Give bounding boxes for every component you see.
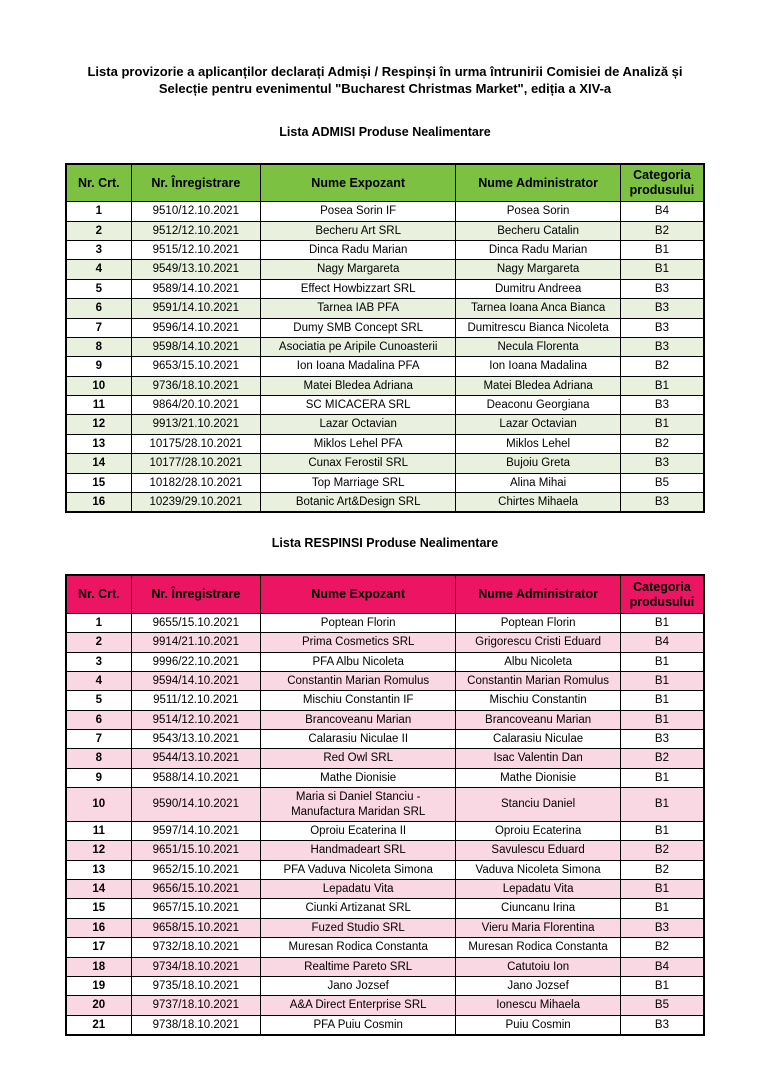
cell-nr-inregistrare: 9655/15.10.2021 xyxy=(131,613,261,632)
cell-nume-expozant: Calarasiu Niculae II xyxy=(261,730,456,749)
table-row xyxy=(66,652,704,671)
cell-nr-crt: 4 xyxy=(66,260,131,279)
table-row xyxy=(66,221,704,240)
table-row xyxy=(66,202,704,221)
cell-categoria-produsului: B1 xyxy=(620,241,704,260)
cell-categoria-produsului: B3 xyxy=(620,454,704,473)
column-header-nume-expozant: Nume Expozant xyxy=(261,164,456,202)
cell-nr-crt: 15 xyxy=(66,473,131,492)
cell-nume-administrator: Mathe Dionisie xyxy=(456,768,621,787)
cell-nume-administrator: Ionescu Mihaela xyxy=(456,996,621,1015)
page-title: Lista provizorie a aplicanților declarați Admiși / Respinși în urma întrunirii Comisiei de Analiză și Selecție pentru evenimentul "Bucharest Christmas Market", ediția a XIV-a xyxy=(87,64,683,96)
cell-nr-inregistrare: 9596/14.10.2021 xyxy=(131,318,261,337)
cell-categoria-produsului: B2 xyxy=(620,221,704,240)
cell-nr-crt: 17 xyxy=(66,938,131,957)
cell-nume-administrator: Posea Sorin xyxy=(456,202,621,221)
cell-categoria-produsului: B3 xyxy=(620,730,704,749)
cell-nume-expozant: Prima Cosmetics SRL xyxy=(261,633,456,652)
cell-nr-inregistrare: 9544/13.10.2021 xyxy=(131,749,261,768)
cell-nr-crt: 2 xyxy=(66,633,131,652)
cell-nume-expozant: Lepadatu Vita xyxy=(261,880,456,899)
table-row xyxy=(66,415,704,434)
table-row xyxy=(66,1015,704,1035)
cell-nr-inregistrare: 9651/15.10.2021 xyxy=(131,841,261,860)
respinsi-section-heading: Lista RESPINSI Produse Nealimentare xyxy=(271,536,499,551)
cell-categoria-produsului: B2 xyxy=(620,749,704,768)
cell-nr-crt: 3 xyxy=(66,241,131,260)
column-header-categoria-produsului: Categoria produsului xyxy=(620,575,704,613)
cell-categoria-produsului: B1 xyxy=(620,768,704,787)
table-row xyxy=(66,337,704,356)
cell-categoria-produsului: B2 xyxy=(620,434,704,453)
cell-nr-inregistrare: 9913/21.10.2021 xyxy=(131,415,261,434)
cell-nume-administrator: Ion Ioana Madalina xyxy=(456,357,621,376)
respinsi-table-body xyxy=(66,613,704,1035)
cell-nume-expozant: Fuzed Studio SRL xyxy=(261,918,456,937)
cell-nume-administrator: Grigorescu Cristi Eduard xyxy=(456,633,621,652)
cell-nr-crt: 13 xyxy=(66,860,131,879)
cell-nume-administrator: Dumitrescu Bianca Nicoleta xyxy=(456,318,621,337)
table-row xyxy=(66,957,704,976)
cell-categoria-produsului: B3 xyxy=(620,318,704,337)
column-header-nr-crt: Nr. Crt. xyxy=(66,575,131,613)
cell-nr-crt: 12 xyxy=(66,841,131,860)
cell-categoria-produsului: B1 xyxy=(620,671,704,690)
admisi-table-body xyxy=(66,202,704,513)
cell-nume-expozant: Becheru Art SRL xyxy=(261,221,456,240)
cell-nume-expozant: PFA Albu Nicoleta xyxy=(261,652,456,671)
cell-nume-administrator: Nagy Margareta xyxy=(456,260,621,279)
table-row xyxy=(66,730,704,749)
cell-categoria-produsului: B3 xyxy=(620,396,704,415)
cell-nr-inregistrare: 9591/14.10.2021 xyxy=(131,299,261,318)
cell-nr-inregistrare: 10239/29.10.2021 xyxy=(131,492,261,512)
cell-nr-inregistrare: 9656/15.10.2021 xyxy=(131,880,261,899)
table-row xyxy=(66,768,704,787)
header-row xyxy=(66,575,704,613)
cell-nume-expozant: Top Marriage SRL xyxy=(261,473,456,492)
cell-nume-expozant: Red Owl SRL xyxy=(261,749,456,768)
cell-categoria-produsului: B3 xyxy=(620,279,704,298)
cell-nr-inregistrare: 9590/14.10.2021 xyxy=(131,788,261,822)
cell-nume-expozant: Effect Howbizzart SRL xyxy=(261,279,456,298)
cell-categoria-produsului: B1 xyxy=(620,880,704,899)
cell-nume-expozant: PFA Vaduva Nicoleta Simona xyxy=(261,860,456,879)
cell-nume-administrator: Savulescu Eduard xyxy=(456,841,621,860)
table-row xyxy=(66,279,704,298)
cell-nr-inregistrare: 9515/12.10.2021 xyxy=(131,241,261,260)
cell-nr-inregistrare: 9549/13.10.2021 xyxy=(131,260,261,279)
cell-nume-administrator: Alina Mihai xyxy=(456,473,621,492)
cell-nume-expozant: Poptean Florin xyxy=(261,613,456,632)
admisi-section-heading: Lista ADMISI Produse Nealimentare xyxy=(279,124,491,139)
cell-nume-administrator: Jano Jozsef xyxy=(456,976,621,995)
table-row xyxy=(66,918,704,937)
cell-nr-crt: 15 xyxy=(66,899,131,918)
table-row xyxy=(66,899,704,918)
cell-nume-administrator: Mischiu Constantin xyxy=(456,691,621,710)
table-row xyxy=(66,396,704,415)
cell-nume-administrator: Chirtes Mihaela xyxy=(456,492,621,512)
cell-nr-crt: 2 xyxy=(66,221,131,240)
cell-nr-inregistrare: 9510/12.10.2021 xyxy=(131,202,261,221)
column-header-categoria-produsului: Categoria produsului xyxy=(620,164,704,202)
cell-categoria-produsului: B1 xyxy=(620,710,704,729)
cell-nr-crt: 3 xyxy=(66,652,131,671)
cell-nr-inregistrare: 9652/15.10.2021 xyxy=(131,860,261,879)
cell-nr-inregistrare: 9734/18.10.2021 xyxy=(131,957,261,976)
cell-nr-crt: 18 xyxy=(66,957,131,976)
header-row xyxy=(66,164,704,202)
cell-nume-expozant: Nagy Margareta xyxy=(261,260,456,279)
cell-categoria-produsului: B1 xyxy=(620,260,704,279)
cell-nr-crt: 14 xyxy=(66,454,131,473)
cell-nr-crt: 19 xyxy=(66,976,131,995)
table-row xyxy=(66,260,704,279)
cell-categoria-produsului: B1 xyxy=(620,899,704,918)
cell-nr-crt: 11 xyxy=(66,396,131,415)
table-row xyxy=(66,241,704,260)
cell-nr-crt: 1 xyxy=(66,202,131,221)
table-row xyxy=(66,821,704,840)
cell-nr-inregistrare: 9657/15.10.2021 xyxy=(131,899,261,918)
cell-categoria-produsului: B2 xyxy=(620,357,704,376)
table-row xyxy=(66,691,704,710)
cell-nume-expozant: Tarnea IAB PFA xyxy=(261,299,456,318)
table-row xyxy=(66,841,704,860)
cell-categoria-produsului: B3 xyxy=(620,1015,704,1035)
cell-nume-administrator: Brancoveanu Marian xyxy=(456,710,621,729)
cell-nume-expozant: Muresan Rodica Constanta xyxy=(261,938,456,957)
cell-nume-administrator: Muresan Rodica Constanta xyxy=(456,938,621,957)
cell-nr-inregistrare: 9732/18.10.2021 xyxy=(131,938,261,957)
cell-nr-crt: 8 xyxy=(66,337,131,356)
table-row xyxy=(66,613,704,632)
cell-nume-expozant: Realtime Pareto SRL xyxy=(261,957,456,976)
cell-nr-crt: 6 xyxy=(66,710,131,729)
cell-nr-crt: 9 xyxy=(66,357,131,376)
cell-nume-expozant: Constantin Marian Romulus xyxy=(261,671,456,690)
table-row xyxy=(66,788,704,822)
cell-nr-inregistrare: 9738/18.10.2021 xyxy=(131,1015,261,1035)
cell-nume-administrator: Vaduva Nicoleta Simona xyxy=(456,860,621,879)
table-row xyxy=(66,996,704,1015)
cell-nume-administrator: Matei Bledea Adriana xyxy=(456,376,621,395)
table-row xyxy=(66,357,704,376)
cell-categoria-produsului: B3 xyxy=(620,918,704,937)
cell-categoria-produsului: B4 xyxy=(620,633,704,652)
cell-nume-administrator: Deaconu Georgiana xyxy=(456,396,621,415)
table-row xyxy=(66,299,704,318)
cell-nr-inregistrare: 9511/12.10.2021 xyxy=(131,691,261,710)
cell-nume-expozant: Posea Sorin IF xyxy=(261,202,456,221)
column-header-nr-inregistrare: Nr. Înregistrare xyxy=(131,575,261,613)
cell-nr-inregistrare: 9514/12.10.2021 xyxy=(131,710,261,729)
table-row xyxy=(66,860,704,879)
cell-nume-administrator: Dinca Radu Marian xyxy=(456,241,621,260)
cell-nume-administrator: Bujoiu Greta xyxy=(456,454,621,473)
cell-categoria-produsului: B1 xyxy=(620,976,704,995)
cell-categoria-produsului: B1 xyxy=(620,821,704,840)
cell-nume-expozant: Maria si Daniel Stanciu - Manufactura Maridan SRL xyxy=(261,788,456,822)
cell-nume-administrator: Lepadatu Vita xyxy=(456,880,621,899)
cell-nr-inregistrare: 9996/22.10.2021 xyxy=(131,652,261,671)
cell-nr-inregistrare: 9735/18.10.2021 xyxy=(131,976,261,995)
cell-nume-expozant: Handmadeart SRL xyxy=(261,841,456,860)
cell-categoria-produsului: B1 xyxy=(620,415,704,434)
cell-nr-inregistrare: 9658/15.10.2021 xyxy=(131,918,261,937)
cell-nr-inregistrare: 9594/14.10.2021 xyxy=(131,671,261,690)
cell-nume-administrator: Miklos Lehel xyxy=(456,434,621,453)
cell-nume-administrator: Puiu Cosmin xyxy=(456,1015,621,1035)
cell-nume-expozant: Mischiu Constantin IF xyxy=(261,691,456,710)
cell-nr-crt: 7 xyxy=(66,318,131,337)
cell-categoria-produsului: B3 xyxy=(620,492,704,512)
table-row xyxy=(66,473,704,492)
cell-nume-administrator: Isac Valentin Dan xyxy=(456,749,621,768)
cell-nr-inregistrare: 10182/28.10.2021 xyxy=(131,473,261,492)
table-row xyxy=(66,492,704,512)
cell-categoria-produsului: B1 xyxy=(620,788,704,822)
table-row xyxy=(66,710,704,729)
cell-nr-crt: 20 xyxy=(66,996,131,1015)
column-header-nume-expozant: Nume Expozant xyxy=(261,575,456,613)
column-header-nume-administrator: Nume Administrator xyxy=(456,164,621,202)
cell-nr-crt: 5 xyxy=(66,279,131,298)
cell-nr-inregistrare: 9597/14.10.2021 xyxy=(131,821,261,840)
cell-nume-administrator: Becheru Catalin xyxy=(456,221,621,240)
table-row xyxy=(66,749,704,768)
cell-categoria-produsului: B3 xyxy=(620,299,704,318)
column-header-nr-inregistrare: Nr. Înregistrare xyxy=(131,164,261,202)
cell-categoria-produsului: B2 xyxy=(620,860,704,879)
column-header-nr-crt: Nr. Crt. xyxy=(66,164,131,202)
cell-nr-inregistrare: 10175/28.10.2021 xyxy=(131,434,261,453)
cell-nr-crt: 10 xyxy=(66,376,131,395)
cell-nume-expozant: Oproiu Ecaterina II xyxy=(261,821,456,840)
cell-nume-expozant: Miklos Lehel PFA xyxy=(261,434,456,453)
cell-nume-administrator: Constantin Marian Romulus xyxy=(456,671,621,690)
cell-nr-crt: 7 xyxy=(66,730,131,749)
column-header-nume-administrator: Nume Administrator xyxy=(456,575,621,613)
cell-categoria-produsului: B1 xyxy=(620,691,704,710)
cell-nume-administrator: Necula Florenta xyxy=(456,337,621,356)
cell-nr-crt: 16 xyxy=(66,918,131,937)
cell-nr-crt: 10 xyxy=(66,788,131,822)
cell-nume-expozant: Jano Jozsef xyxy=(261,976,456,995)
cell-nr-crt: 1 xyxy=(66,613,131,632)
cell-nr-crt: 4 xyxy=(66,671,131,690)
table-row xyxy=(66,880,704,899)
cell-nr-crt: 9 xyxy=(66,768,131,787)
cell-categoria-produsului: B2 xyxy=(620,938,704,957)
cell-nume-expozant: Matei Bledea Adriana xyxy=(261,376,456,395)
admisi-table-header xyxy=(66,164,704,202)
respinsi-table xyxy=(65,574,705,1036)
cell-categoria-produsului: B1 xyxy=(620,652,704,671)
cell-categoria-produsului: B4 xyxy=(620,202,704,221)
cell-nume-administrator: Catutoiu Ion xyxy=(456,957,621,976)
cell-nume-expozant: SC MICACERA SRL xyxy=(261,396,456,415)
cell-nr-inregistrare: 9588/14.10.2021 xyxy=(131,768,261,787)
cell-nr-inregistrare: 9737/18.10.2021 xyxy=(131,996,261,1015)
cell-nume-expozant: A&A Direct Enterprise SRL xyxy=(261,996,456,1015)
cell-categoria-produsului: B4 xyxy=(620,957,704,976)
table-row xyxy=(66,976,704,995)
cell-nr-inregistrare: 9864/20.10.2021 xyxy=(131,396,261,415)
table-row xyxy=(66,938,704,957)
cell-nr-crt: 14 xyxy=(66,880,131,899)
table-row xyxy=(66,434,704,453)
admisi-table xyxy=(65,163,705,514)
cell-nr-inregistrare: 9543/13.10.2021 xyxy=(131,730,261,749)
cell-nume-administrator: Stanciu Daniel xyxy=(456,788,621,822)
cell-nr-crt: 11 xyxy=(66,821,131,840)
cell-nume-expozant: Dumy SMB Concept SRL xyxy=(261,318,456,337)
cell-nr-crt: 6 xyxy=(66,299,131,318)
cell-categoria-produsului: B5 xyxy=(620,473,704,492)
cell-nr-crt: 16 xyxy=(66,492,131,512)
cell-nr-crt: 13 xyxy=(66,434,131,453)
cell-nr-inregistrare: 9512/12.10.2021 xyxy=(131,221,261,240)
cell-nume-expozant: Ion Ioana Madalina PFA xyxy=(261,357,456,376)
table-row xyxy=(66,454,704,473)
cell-nume-administrator: Calarasiu Niculae xyxy=(456,730,621,749)
cell-nume-administrator: Vieru Maria Florentina xyxy=(456,918,621,937)
cell-nume-expozant: Asociatia pe Aripile Cunoasterii xyxy=(261,337,456,356)
cell-nume-expozant: Ciunki Artizanat SRL xyxy=(261,899,456,918)
cell-nr-crt: 21 xyxy=(66,1015,131,1035)
cell-nr-inregistrare: 9589/14.10.2021 xyxy=(131,279,261,298)
cell-nume-expozant: Cunax Ferostil SRL xyxy=(261,454,456,473)
respinsi-table-header xyxy=(66,575,704,613)
cell-nume-expozant: Brancoveanu Marian xyxy=(261,710,456,729)
cell-nr-crt: 12 xyxy=(66,415,131,434)
cell-nr-inregistrare: 9653/15.10.2021 xyxy=(131,357,261,376)
cell-categoria-produsului: B1 xyxy=(620,376,704,395)
cell-nr-inregistrare: 9914/21.10.2021 xyxy=(131,633,261,652)
cell-nr-inregistrare: 9598/14.10.2021 xyxy=(131,337,261,356)
cell-nume-administrator: Albu Nicoleta xyxy=(456,652,621,671)
cell-categoria-produsului: B1 xyxy=(620,613,704,632)
cell-nume-administrator: Tarnea Ioana Anca Bianca xyxy=(456,299,621,318)
cell-nume-expozant: Botanic Art&Design SRL xyxy=(261,492,456,512)
cell-nume-administrator: Oproiu Ecaterina xyxy=(456,821,621,840)
cell-nr-inregistrare: 10177/28.10.2021 xyxy=(131,454,261,473)
cell-nume-expozant: Dinca Radu Marian xyxy=(261,241,456,260)
cell-categoria-produsului: B5 xyxy=(620,996,704,1015)
table-row xyxy=(66,318,704,337)
cell-nr-crt: 5 xyxy=(66,691,131,710)
cell-nume-administrator: Lazar Octavian xyxy=(456,415,621,434)
cell-categoria-produsului: B2 xyxy=(620,841,704,860)
cell-categoria-produsului: B3 xyxy=(620,337,704,356)
cell-nume-expozant: Lazar Octavian xyxy=(261,415,456,434)
cell-nume-administrator: Poptean Florin xyxy=(456,613,621,632)
table-row xyxy=(66,671,704,690)
cell-nume-administrator: Ciuncanu Irina xyxy=(456,899,621,918)
cell-nume-administrator: Dumitru Andreea xyxy=(456,279,621,298)
cell-nr-crt: 8 xyxy=(66,749,131,768)
cell-nr-inregistrare: 9736/18.10.2021 xyxy=(131,376,261,395)
cell-nume-expozant: Mathe Dionisie xyxy=(261,768,456,787)
table-row xyxy=(66,633,704,652)
cell-nume-expozant: PFA Puiu Cosmin xyxy=(261,1015,456,1035)
table-row xyxy=(66,376,704,395)
